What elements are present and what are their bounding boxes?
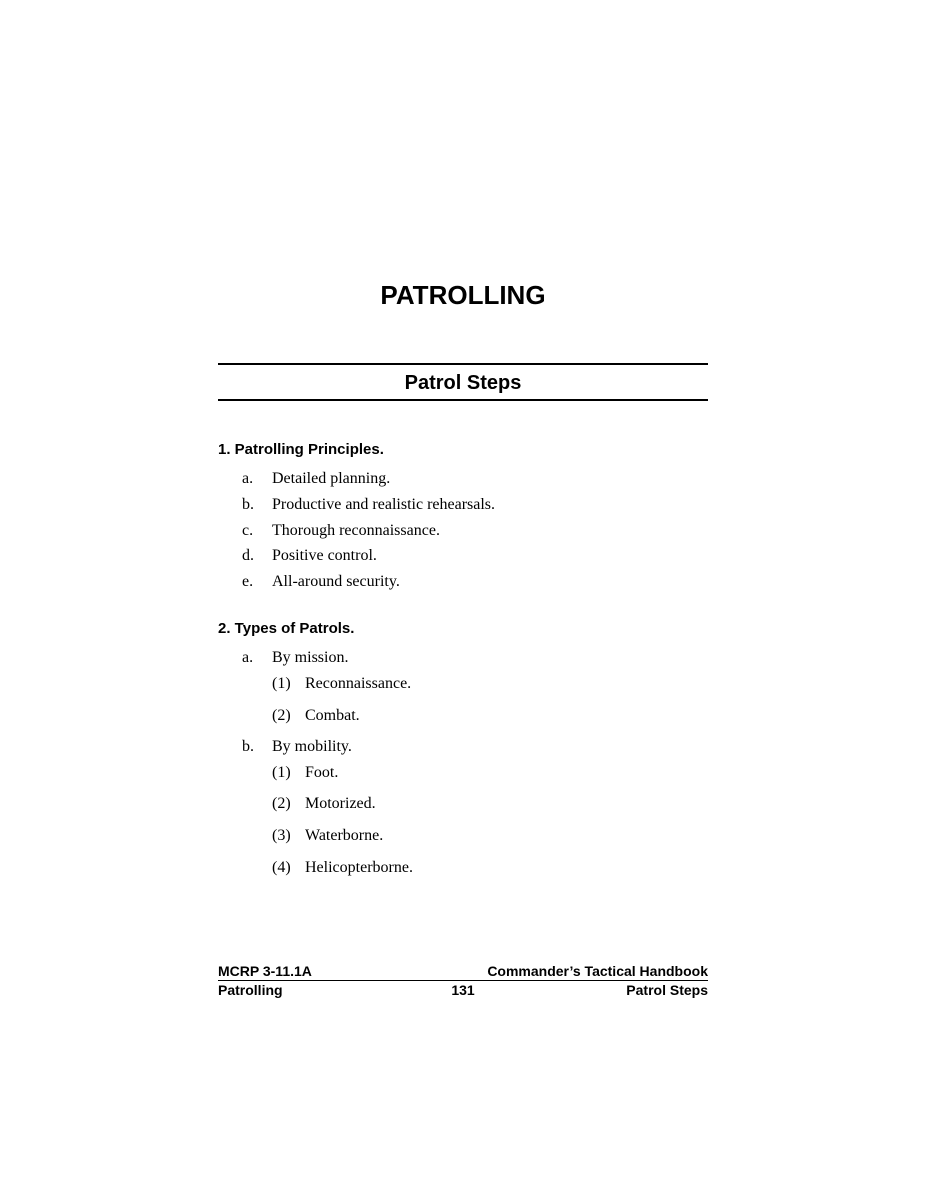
list-item-text: Detailed planning. (272, 470, 391, 487)
list-marker: e. (242, 573, 254, 590)
footer-publication: MCRP 3-11.1A (218, 963, 312, 979)
sub-list-marker: (2) (272, 707, 291, 724)
footer-rule (218, 980, 708, 981)
sub-list-item-text: Helicopterborne. (305, 859, 413, 876)
list-marker: c. (242, 522, 254, 539)
heading-types-of-patrols: 2. Types of Patrols. (218, 620, 355, 637)
sub-list-marker: (1) (272, 764, 291, 781)
list-item-text: Productive and realistic rehearsals. (272, 496, 496, 513)
sub-list-marker: (1) (272, 675, 291, 692)
sub-list-item-text: Motorized. (305, 795, 376, 812)
heading-patrolling-principles: 1. Patrolling Principles. (218, 441, 384, 458)
sub-list-marker: (3) (272, 827, 291, 844)
list-marker: a. (242, 470, 254, 487)
list-item-text: All-around security. (272, 573, 400, 590)
list-marker: d. (242, 547, 254, 564)
section-title: Patrol Steps (404, 372, 522, 394)
footer-handbook: Commander’s Tactical Handbook (487, 963, 708, 979)
list-item-text: Thorough reconnaissance. (272, 522, 440, 539)
section-rule-bottom (218, 399, 708, 401)
list-item-text: By mission. (272, 649, 349, 666)
sub-list-item-text: Foot. (305, 764, 339, 781)
list-item-text: Positive control. (272, 547, 377, 564)
chapter-title: PATROLLING (380, 280, 546, 310)
list-marker: b. (242, 738, 254, 755)
sub-list-item-text: Waterborne. (305, 827, 384, 844)
list-item-text: By mobility. (272, 738, 352, 755)
sub-list-marker: (2) (272, 795, 291, 812)
page-number: 131 (451, 982, 475, 998)
section-rule-top (218, 363, 708, 365)
sub-list-marker: (4) (272, 859, 291, 876)
footer-chapter: Patrolling (218, 982, 283, 998)
footer-section: Patrol Steps (626, 982, 708, 998)
list-marker: a. (242, 649, 254, 666)
sub-list-item-text: Combat. (305, 707, 360, 724)
sub-list-item-text: Reconnaissance. (305, 675, 412, 692)
list-marker: b. (242, 496, 254, 513)
